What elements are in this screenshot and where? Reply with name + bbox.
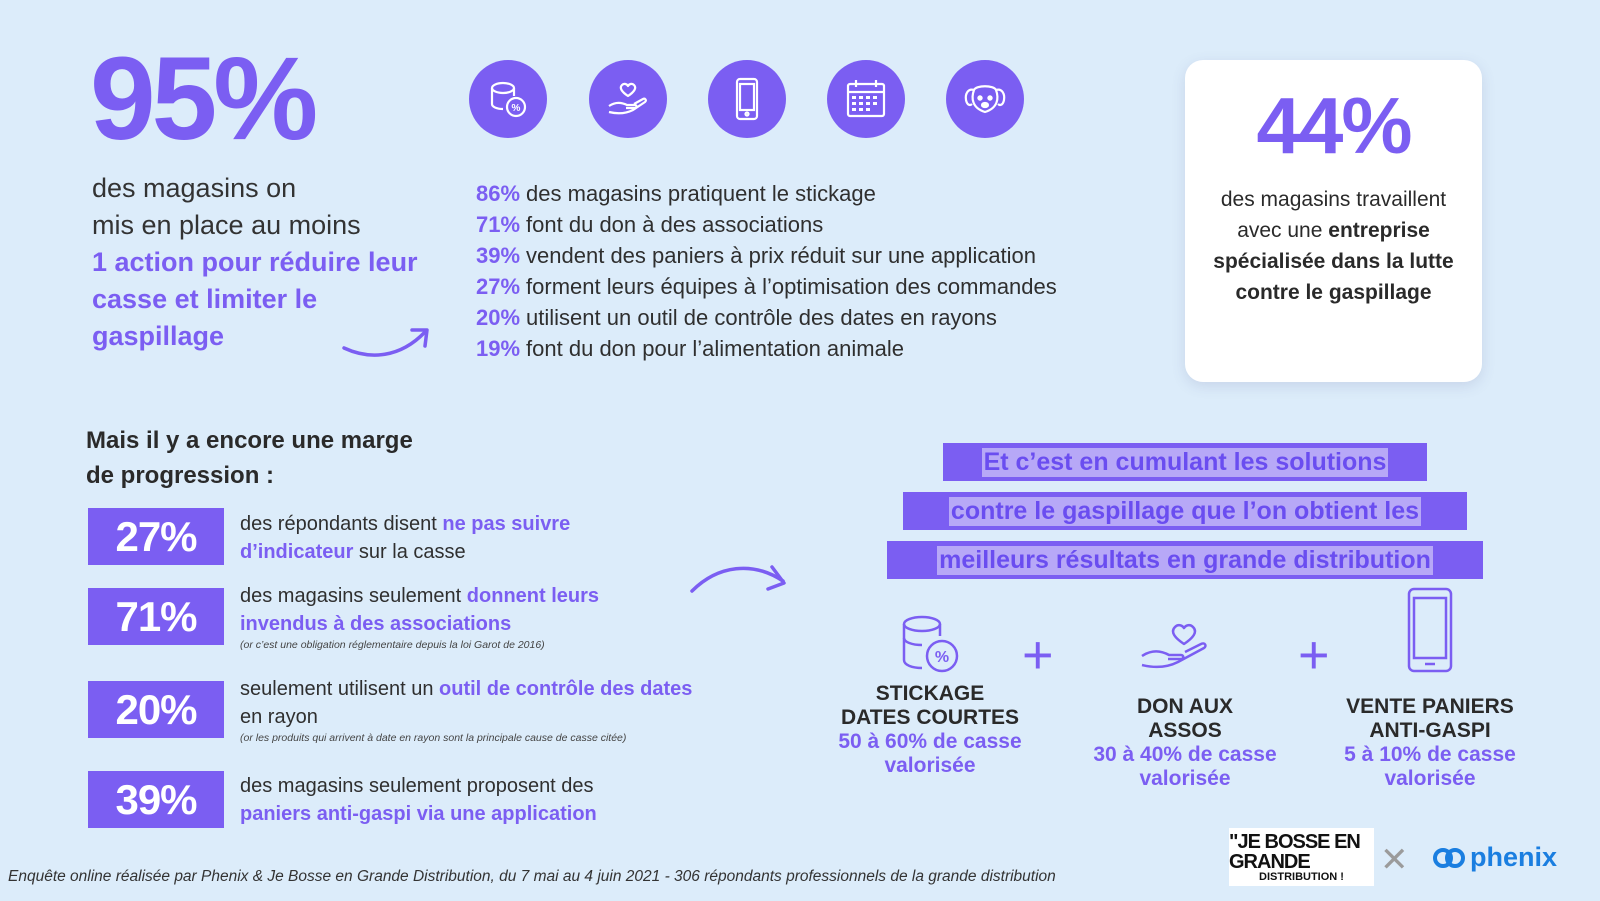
list-item: 20% utilisent un outil de contrôle des dates en rayons [476, 305, 997, 330]
list-item: 39% vendent des paniers à prix réduit sur une application [476, 243, 1037, 268]
curved-arrow-icon [340, 318, 440, 363]
phenix-logo-mark-icon [1432, 846, 1466, 870]
stat-note: (or c’est une obligation réglementaire depuis la loi Garot de 2016) [240, 639, 545, 651]
headline-line1: des magasins on [92, 173, 297, 203]
hand-heart-icon [1138, 610, 1230, 680]
headline-highlight: 1 action pour réduire leur casse et limiter le gaspillage [92, 247, 418, 351]
stat-card [1185, 60, 1482, 382]
headline-line2: mis en place au moins [92, 210, 361, 240]
curved-arrow-icon [688, 555, 793, 605]
stacked-food-discount-icon [469, 60, 547, 138]
smartphone-icon [1406, 586, 1454, 674]
list-item: 86% des magasins pratiquent le stickage [476, 181, 876, 206]
stat-badge: 20% [88, 681, 224, 738]
stat-badge: 71% [88, 588, 224, 645]
stat-description: des magasins seulement proposent des paniers anti-gaspi via une application [240, 775, 597, 825]
stat-description: des répondants disent ne pas suivre d’indicateur sur la casse [240, 513, 571, 563]
list-item: 19% font du don pour l’alimentation animale [476, 336, 904, 361]
phenix-logo: phenix [1432, 842, 1557, 873]
card-text: des magasins travaillent avec une entreprise spécialisée dans la lutte contre le gaspillage [1213, 188, 1454, 304]
progress-title: Mais il y a encore une marge de progression : [86, 427, 413, 489]
svg-text:%: % [511, 103, 521, 114]
plus-sign: + [1022, 625, 1054, 685]
je-bosse-logo: "JE BOSSE EN GRANDE DISTRIBUTION ! [1229, 828, 1374, 886]
actions-list [476, 178, 1166, 364]
cross-icon: ✕ [1380, 841, 1409, 879]
calendar-icon [827, 60, 905, 138]
plus-sign: + [1298, 625, 1330, 685]
stat-description: des magasins seulement donnent leurs invendus à des associations (or c’est une obligation réglementaire depuis la loi Garot de 2016) [240, 582, 620, 652]
smartphone-icon [708, 60, 786, 138]
svg-text:%: % [934, 649, 950, 666]
solution-paniers-anti-gaspi: VENTE PANIERS ANTI-GASPI 5 à 10% de casse valorisée [1344, 695, 1516, 790]
banner-line: meilleurs résultats en grande distribution [887, 541, 1483, 579]
survey-footnote: Enquête online réalisée par Phenix & Je Bosse en Grande Distribution, du 7 mai au 4 juin 2021 - 306 répondants professionnels de la grande distribution [8, 868, 1056, 885]
stat-note: (or les produits qui arrivent à date en rayon sont la principale cause de casse citée) [240, 732, 627, 744]
solution-stickage: STICKAGE DATES COURTES 50 à 60% de casse valorisée [838, 682, 1022, 777]
stat-badge: 27% [88, 508, 224, 565]
dog-icon [946, 60, 1024, 138]
banner-line: contre le gaspillage que l’on obtient les [903, 492, 1467, 530]
stat-badge: 39% [88, 771, 224, 828]
stat-description: seulement utilisent un outil de contrôle des dates en rayon (or les produits qui arrivent à date en rayon sont la principale cause de casse citée) [240, 675, 710, 745]
list-item: 71% font du don à des associations [476, 212, 824, 237]
list-item: 27% forment leurs équipes à l’optimisation des commandes [476, 274, 1057, 299]
banner-line: Et c’est en cumulant les solutions [943, 443, 1427, 481]
hand-heart-icon [589, 60, 667, 138]
solution-don-assos: DON AUX ASSOS 30 à 40% de casse valorisée [1093, 695, 1277, 790]
stacked-food-discount-icon [890, 610, 970, 680]
headline-stat: 95% [90, 33, 315, 165]
card-stat: 44% [1256, 81, 1411, 170]
